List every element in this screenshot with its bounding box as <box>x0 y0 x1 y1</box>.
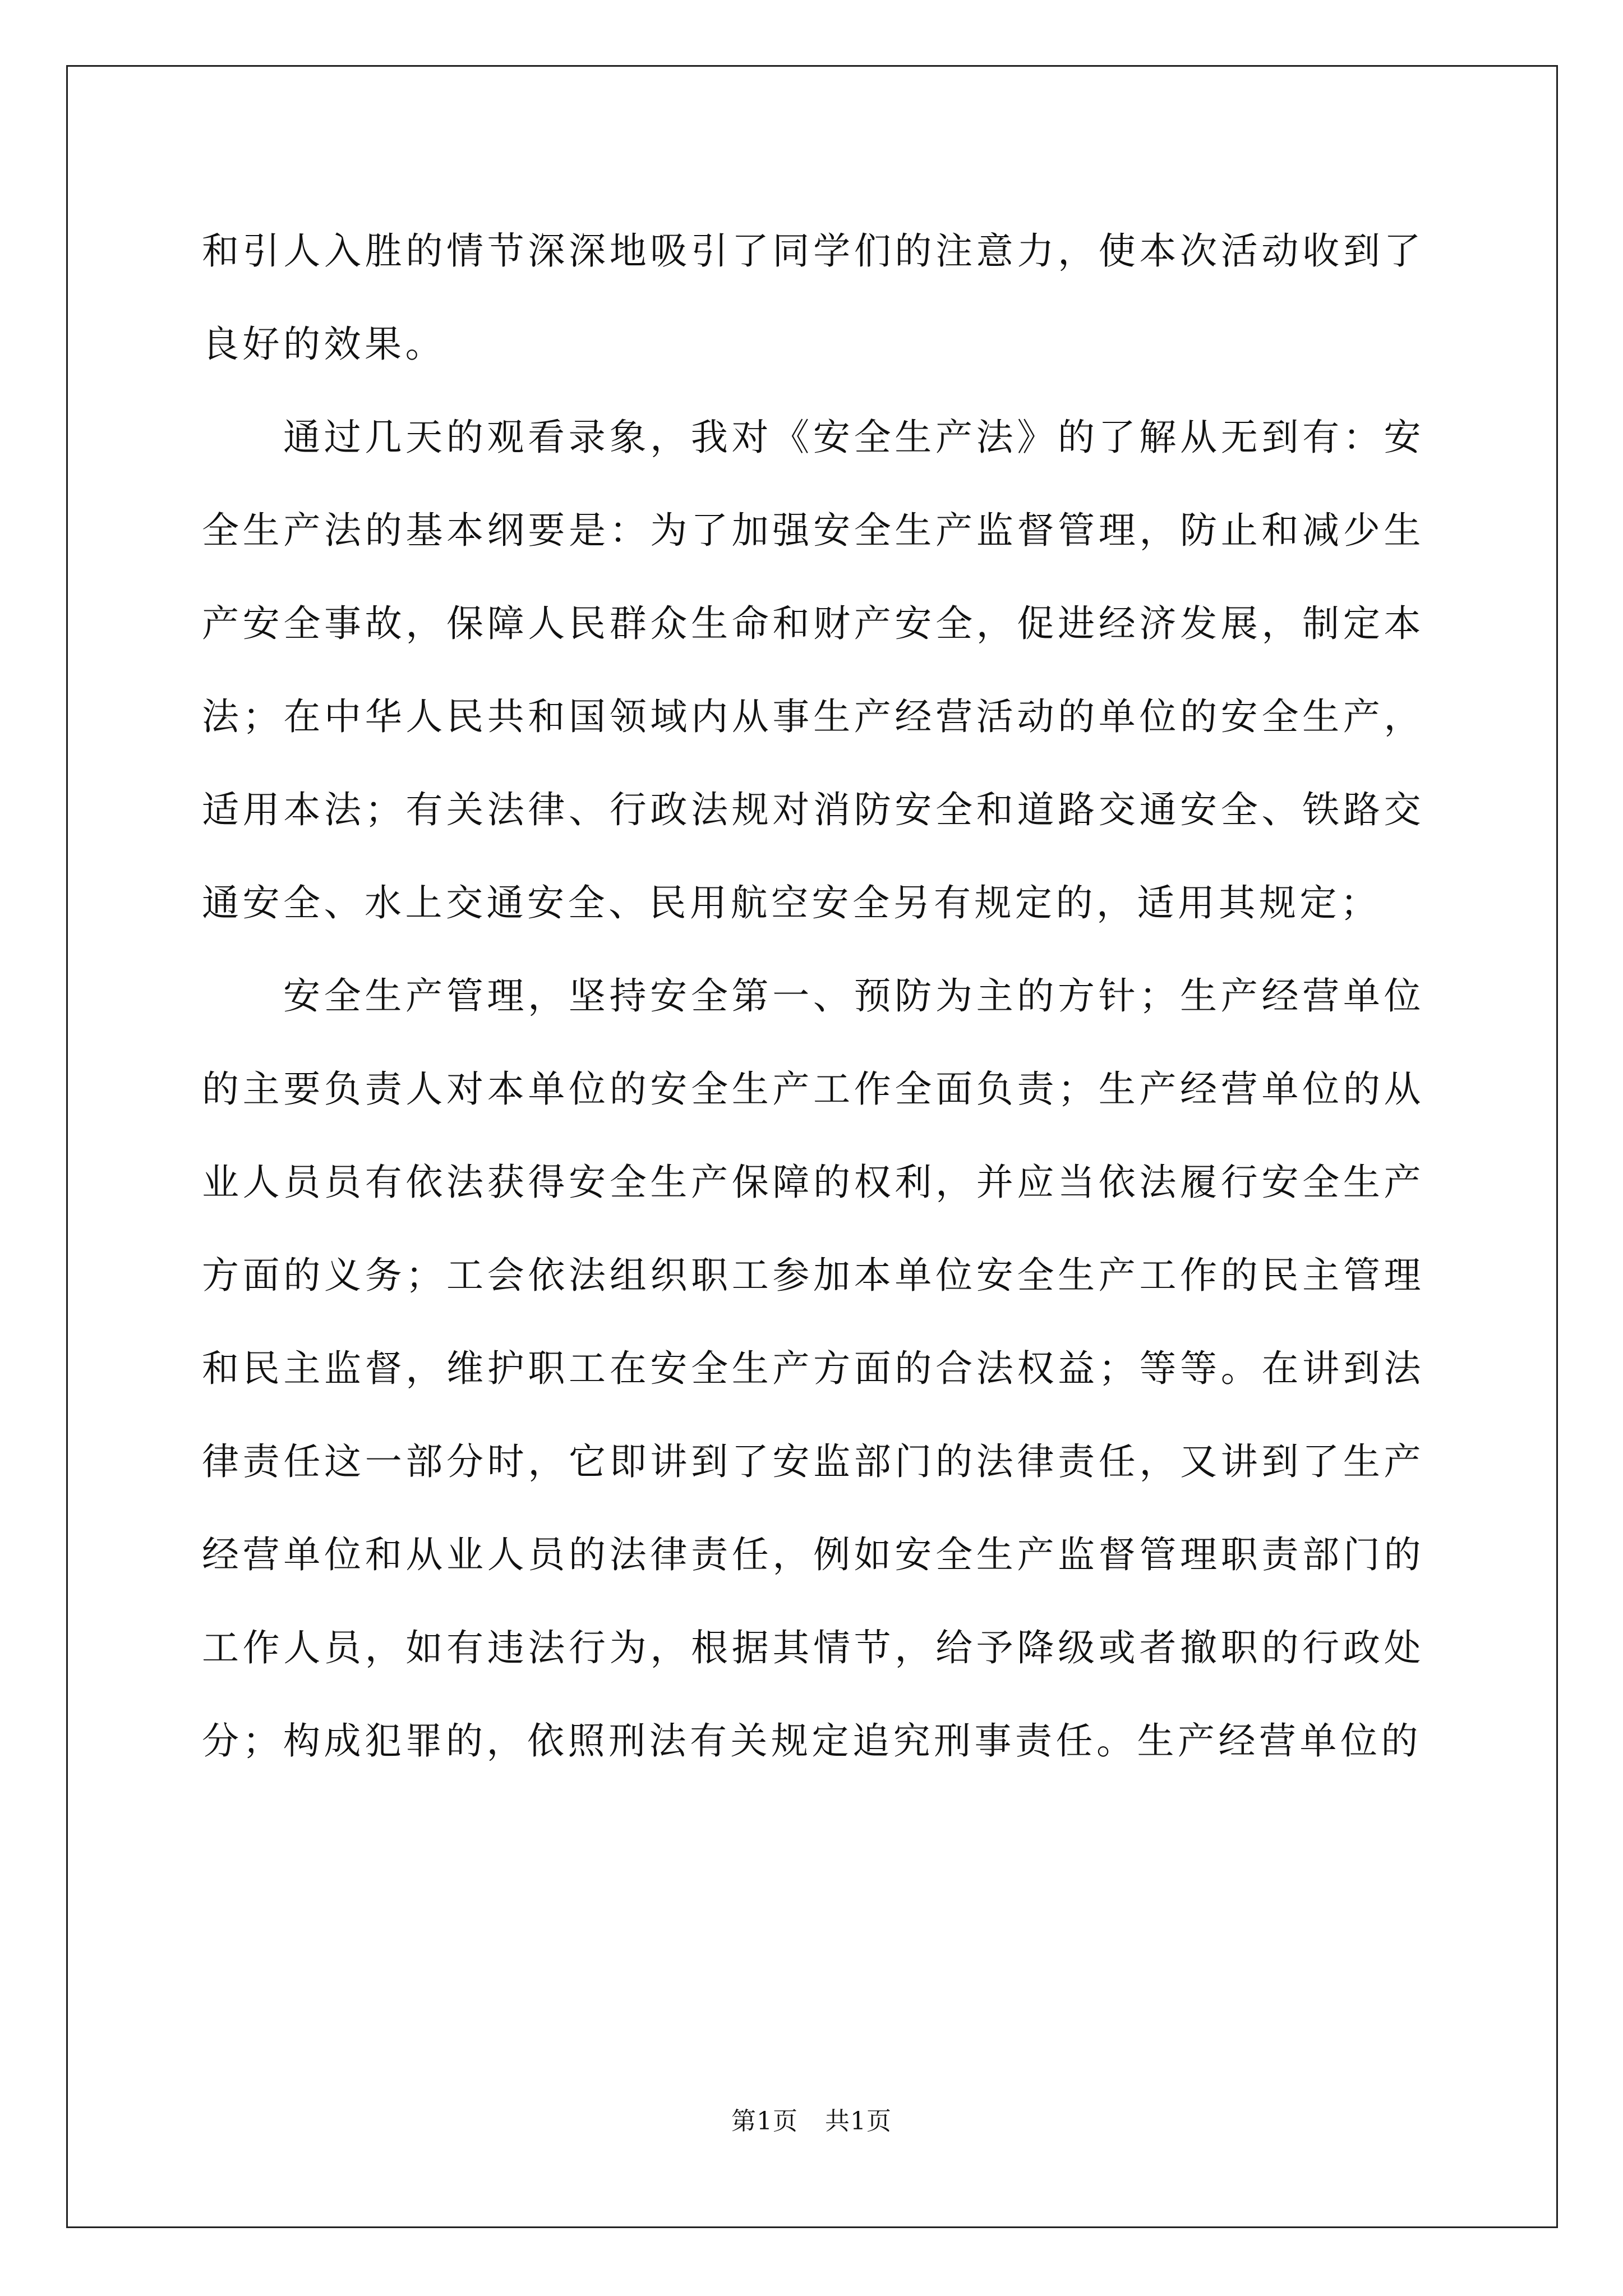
page-number: 第1页 <box>731 2107 798 2136</box>
paragraph-2: 通过几天的观看录象，我对《安全生产法》的了解从无到有：安全生产法的基本纲要是：为了加强安全生产监督管理，防止和减少生产安全事故，保障人民群众生命和财产安全，促进经济发展，制定本法；在中华人民共和国领域内从事生产经营活动的单位的安全生产，适用本法；有关法律、行政法规对消防安全和道路交通安全、铁路交通安全、水上交通安全、民用航空安全另有规定的，适用其规定； <box>202 416 1424 924</box>
page-footer <box>0 2105 1623 2138</box>
paragraph-1: 和引人入胜的情节深深地吸引了同学们的注意力，使本次活动收到了良好的效果。 <box>202 229 1424 366</box>
document-body <box>202 205 1424 1788</box>
paragraph-3: 安全生产管理，坚持安全第一、预防为主的方针；生产经营单位的主要负责人对本单位的安全生产工作全面负责；生产经营单位的从业人员员有依法获得安全生产保障的权利，并应当依法履行安全生产方面的义务；工会依法组织职工参加本单位安全生产工作的民主管理和民主监督，维护职工在安全生产方面的合法权益；等等。在讲到法律责任这一部分时，它即讲到了安监部门的法律责任，又讲到了生产经营单位和从业人员的法律责任，例如安全生产监督管理职责部门的工作人员，如有违法行为，根据其情节，给予降级或者撤职的行政处分；构成犯罪的，依照刑法有关规定追究刑事责任。生产经营单位的 <box>202 974 1424 1763</box>
page-count: 共1页 <box>825 2107 892 2136</box>
